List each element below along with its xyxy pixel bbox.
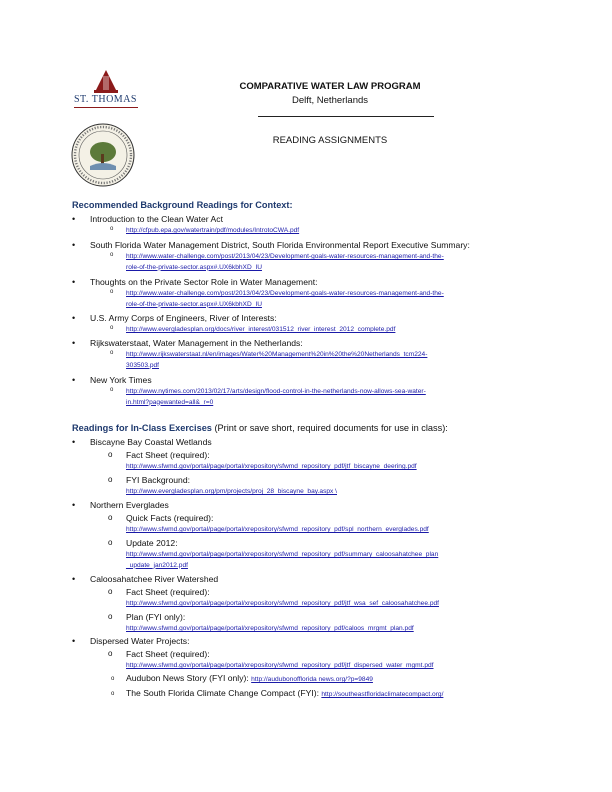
circle-bullet-icon: o [110, 289, 114, 295]
sub-item: Audubon News Story (FYI only): http://audubonofflorida news.org/?p=9849 [126, 673, 373, 683]
sub-link[interactable]: http://www.sfwmd.gov/portal/page/portal/xrepository/sfwmd_repository_pdf/jtf_wsa_sef_caloosahatchee.pdf [126, 600, 439, 607]
circle-bullet-icon: o [110, 387, 114, 393]
program-location: Delft, Netherlands [291, 95, 369, 106]
circle-bullet-icon: o [108, 612, 113, 621]
circle-bullet-icon: o [108, 450, 113, 459]
sub-link[interactable]: o http://www.nytimes.com/2013/02/17/arts/design/flood-control-in-the-netherlands-now-allows-sea-water- in.html?pagewanted=all&_r=0 [110, 387, 426, 406]
sub-link[interactable]: o http://www.evergladesplan.org/docs/river_interest/031512_river_interest_2012_complete.pdf [110, 325, 396, 333]
circle-bullet-icon: o [110, 325, 114, 331]
circle-bullet-icon: o [110, 350, 114, 356]
bullet-icon: • [72, 313, 76, 323]
bullet-icon: • [72, 437, 76, 447]
circle-bullet-icon: o [111, 691, 115, 697]
sub-link[interactable]: http://www.sfwmd.gov/portal/page/portal/xrepository/sfwmd_repository_pdf/spl_northern_everglades.pdf [126, 526, 429, 533]
bullet-icon: • [72, 574, 76, 584]
sub-link[interactable]: o http://cfpub.epa.gov/watertrain/pdf/modules/IntrotoCWA.pdf [110, 226, 300, 234]
climate-compact-link[interactable]: http://southeastfloridaclimatecompact.org/ [321, 691, 444, 698]
section-note: (Print or save short, required documents for use in class): [214, 423, 448, 433]
sub-link[interactable]: o http://www.water-challenge.com/post/2013/04/23/Development-goals-water-resources-management-and-the- role-of-the-private-sector.aspx#.UX6kbhXD_IU [110, 252, 444, 271]
sub-link[interactable]: http://www.sfwmd.gov/portal/page/portal/xrepository/sfwmd_repository_pdf/jtf_biscayne_deering.pdf [126, 463, 417, 470]
sub-link[interactable]: http://www.evergladesplan.org/pm/projects/proj_28_biscayne_bay.aspx \ [126, 488, 337, 495]
circle-bullet-icon: o [110, 226, 114, 232]
logo-rule [74, 107, 138, 108]
circle-bullet-icon: o [111, 676, 115, 682]
sub-item: The South Florida Climate Change Compact (FYI): http://southeastfloridaclimatecompact.org/ [126, 688, 444, 698]
bullet-icon: • [72, 338, 76, 348]
seal-emblem [70, 122, 136, 188]
sub-link[interactable]: o http://www.rijkswaterstaat.nl/en/images/Water%20Management%20in%20the%20Netherlands_tcm224- 303503.pdf [110, 350, 428, 369]
st-thomas-logo [66, 66, 146, 114]
bullet-icon: • [72, 277, 76, 287]
circle-bullet-icon: o [110, 252, 114, 258]
sub-link[interactable]: http://www.sfwmd.gov/portal/page/portal/xrepository/sfwmd_repository_pdf/summary_caloosahatchee_plan _update_jan2012.pdf [126, 551, 439, 569]
seal-icon [70, 122, 136, 188]
sub-link[interactable]: http://www.sfwmd.gov/portal/page/portal/xrepository/sfwmd_repository_pdf/jtf_dispersed_water_mgmt.pdf [126, 662, 434, 669]
logo-text: ST. THOMAS [74, 94, 137, 105]
section-background-title: Recommended Background Readings for Context: [72, 200, 293, 210]
bullet-icon: • [72, 500, 76, 510]
program-title: COMPARATIVE WATER LAW PROGRAM [239, 81, 421, 92]
bullet-icon: • [72, 636, 76, 646]
circle-bullet-icon: o [108, 587, 113, 596]
section-in-class-title: Readings for In-Class Exercises (Print or save short, required documents for use in class): [72, 423, 448, 433]
circle-bullet-icon: o [108, 538, 113, 547]
header-rule [258, 116, 434, 117]
sub-link[interactable]: http://www.sfwmd.gov/portal/page/portal/xrepository/sfwmd_repository_pdf/caloos_mrgmt_plan.pdf [126, 625, 414, 632]
reading-assignments-heading: READING ASSIGNMENTS [272, 135, 388, 146]
audubon-link[interactable]: http://audubonofflorida news.org/?p=9849 [251, 676, 373, 683]
sub-link[interactable]: o http://www.water-challenge.com/post/2013/04/23/Development-goals-water-resources-management-and-the- role-of-the-private-sector.aspx#.UX6kbhXD_IU [110, 289, 444, 308]
bullet-icon: • [72, 375, 76, 385]
bullet-icon: • [72, 214, 76, 224]
circle-bullet-icon: o [108, 649, 113, 658]
circle-bullet-icon: o [108, 475, 113, 484]
bullet-icon: • [72, 240, 76, 250]
circle-bullet-icon: o [108, 513, 113, 522]
